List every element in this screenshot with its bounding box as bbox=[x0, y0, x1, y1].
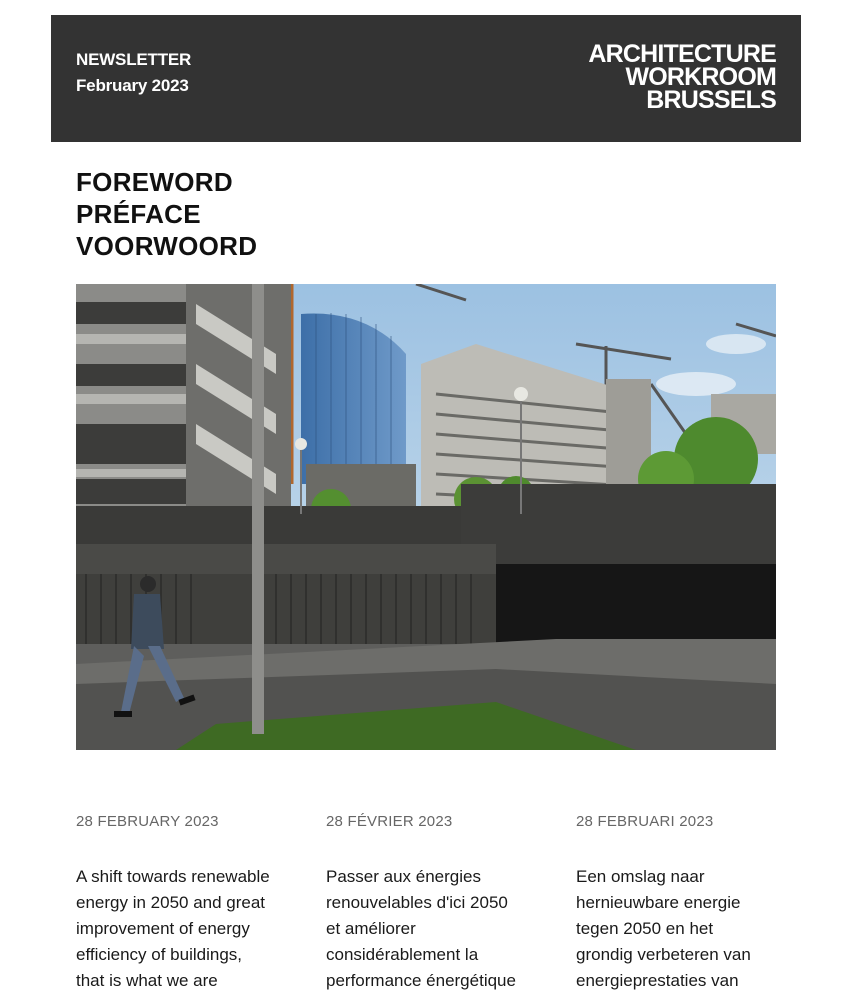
header-info bbox=[76, 47, 191, 99]
article-date: 28 FEBRUARY 2023 bbox=[76, 813, 219, 830]
logo-line: BRUSSELS bbox=[646, 86, 776, 114]
newsletter-date: February 2023 bbox=[76, 76, 189, 95]
article-date: 28 FEBRUARI 2023 bbox=[576, 813, 714, 830]
column-dutch bbox=[576, 812, 786, 994]
excerpt-line: performance énergétique bbox=[326, 971, 516, 990]
excerpt-line: grondig verbeteren van bbox=[576, 945, 751, 964]
logo-line: ARCHITECTURE bbox=[588, 40, 776, 68]
excerpt-line: efficiency of buildings, bbox=[76, 945, 243, 964]
excerpt-line: et améliorer bbox=[326, 919, 416, 938]
excerpt-line: considérablement la bbox=[326, 945, 479, 964]
logo-line: WORKROOM bbox=[625, 63, 776, 91]
article-excerpt[interactable] bbox=[76, 864, 286, 994]
excerpt-line: tegen 2050 en het bbox=[576, 919, 714, 938]
excerpt-line: Passer aux énergies bbox=[326, 867, 481, 886]
title-dutch: VOORWOORD bbox=[76, 231, 258, 261]
title-french: PRÉFACE bbox=[76, 199, 201, 229]
excerpt-line: improvement of energy bbox=[76, 919, 250, 938]
foreword-photo[interactable] bbox=[76, 284, 776, 750]
excerpt-line: Een omslag naar bbox=[576, 867, 705, 886]
excerpt-line: A shift towards renewable bbox=[76, 867, 270, 886]
column-french bbox=[326, 812, 536, 994]
excerpt-line: that is what we are bbox=[76, 971, 218, 990]
excerpt-line: energieprestaties van bbox=[576, 971, 739, 990]
article-date: 28 FÉVRIER 2023 bbox=[326, 813, 453, 830]
excerpt-line: renouvelables d'ici 2050 bbox=[326, 893, 508, 912]
architecture-workroom-logo[interactable] bbox=[588, 40, 776, 114]
excerpt-line: hernieuwbare energie bbox=[576, 893, 741, 912]
section-title bbox=[76, 166, 257, 262]
excerpt-line: energy in 2050 and great bbox=[76, 893, 266, 912]
column-english bbox=[76, 812, 286, 994]
article-excerpt[interactable] bbox=[576, 864, 786, 994]
newsletter-header bbox=[51, 15, 801, 142]
city-scene-image bbox=[76, 284, 776, 750]
newsletter-label: NEWSLETTER bbox=[76, 50, 192, 69]
title-english: FOREWORD bbox=[76, 167, 233, 197]
article-excerpt[interactable] bbox=[326, 864, 536, 994]
